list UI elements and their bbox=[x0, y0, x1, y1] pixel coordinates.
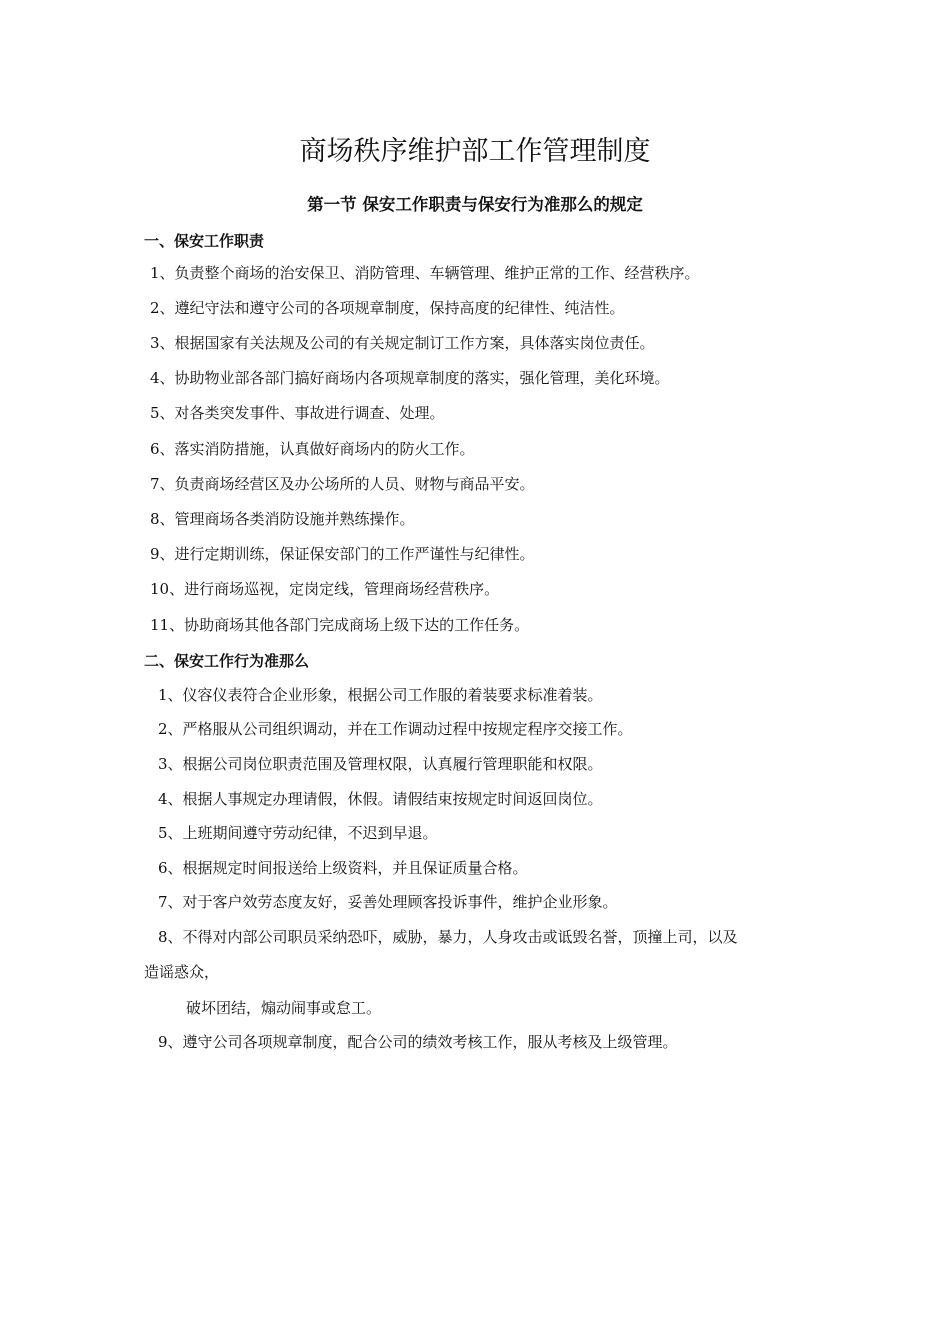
list-item: 6、根据规定时间报送给上级资料，并且保证质量合格。 bbox=[158, 859, 528, 877]
list-item: 6、落实消防措施，认真做好商场内的防火工作。 bbox=[150, 440, 475, 458]
list-item-continuation: 造谣惑众， bbox=[144, 963, 220, 981]
part1-heading: 一、保安工作职责 bbox=[144, 232, 265, 250]
document-title: 商场秩序维护部工作管理制度 bbox=[299, 136, 651, 167]
list-item: 8、管理商场各类消防设施并熟练操作。 bbox=[150, 510, 415, 528]
list-item: 11、协助商场其他各部门完成商场上级下达的工作任务。 bbox=[150, 616, 530, 634]
list-item: 4、根据人事规定办理请假，休假。请假结束按规定时间返回岗位。 bbox=[158, 790, 603, 808]
list-item: 4、协助物业部各部门搞好商场内各项规章制度的落实，强化管理，美化环境。 bbox=[150, 369, 670, 387]
list-item: 1、负责整个商场的治安保卫、消防管理、车辆管理、维护正常的工作、经营秩序。 bbox=[150, 264, 700, 282]
list-item: 3、根据公司岗位职责范围及管理权限，认真履行管理职能和权限。 bbox=[158, 755, 603, 773]
list-item: 7、负责商场经营区及办公场所的人员、财物与商品平安。 bbox=[150, 475, 535, 493]
list-item-continuation: 破坏团结，煽动闹事或怠工。 bbox=[186, 999, 382, 1017]
section-title: 第一节 保安工作职责与保安行为准那么的规定 bbox=[307, 195, 643, 214]
list-item: 2、严格服从公司组织调动，并在工作调动过程中按规定程序交接工作。 bbox=[158, 720, 633, 738]
list-item: 8、不得对内部公司职员采纳恐吓，威胁，暴力，人身攻击或诋毁名誉，顶撞上司，以及 bbox=[158, 928, 738, 946]
list-item: 5、上班期间遵守劳动纪律，不迟到早退。 bbox=[158, 824, 438, 842]
list-item: 9、进行定期训练，保证保安部门的工作严谨性与纪律性。 bbox=[150, 545, 535, 563]
list-item: 10、进行商场巡视，定岗定线，管理商场经营秩序。 bbox=[150, 580, 500, 598]
list-item: 9、遵守公司各项规章制度，配合公司的绩效考核工作，服从考核及上级管理。 bbox=[158, 1033, 678, 1051]
list-item: 1、仪容仪表符合企业形象，根据公司工作服的着装要求标准着装。 bbox=[158, 686, 603, 704]
list-item: 2、遵纪守法和遵守公司的各项规章制度，保持高度的纪律性、纯洁性。 bbox=[150, 299, 625, 317]
list-item: 5、对各类突发事件、事故进行调查、处理。 bbox=[150, 404, 445, 422]
part2-heading: 二、保安工作行为准那么 bbox=[144, 652, 310, 670]
list-item: 3、根据国家有关法规及公司的有关规定制订工作方案，具体落实岗位责任。 bbox=[150, 334, 655, 352]
list-item: 7、对于客户效劳态度友好，妥善处理顾客投诉事件，维护企业形象。 bbox=[158, 893, 618, 911]
